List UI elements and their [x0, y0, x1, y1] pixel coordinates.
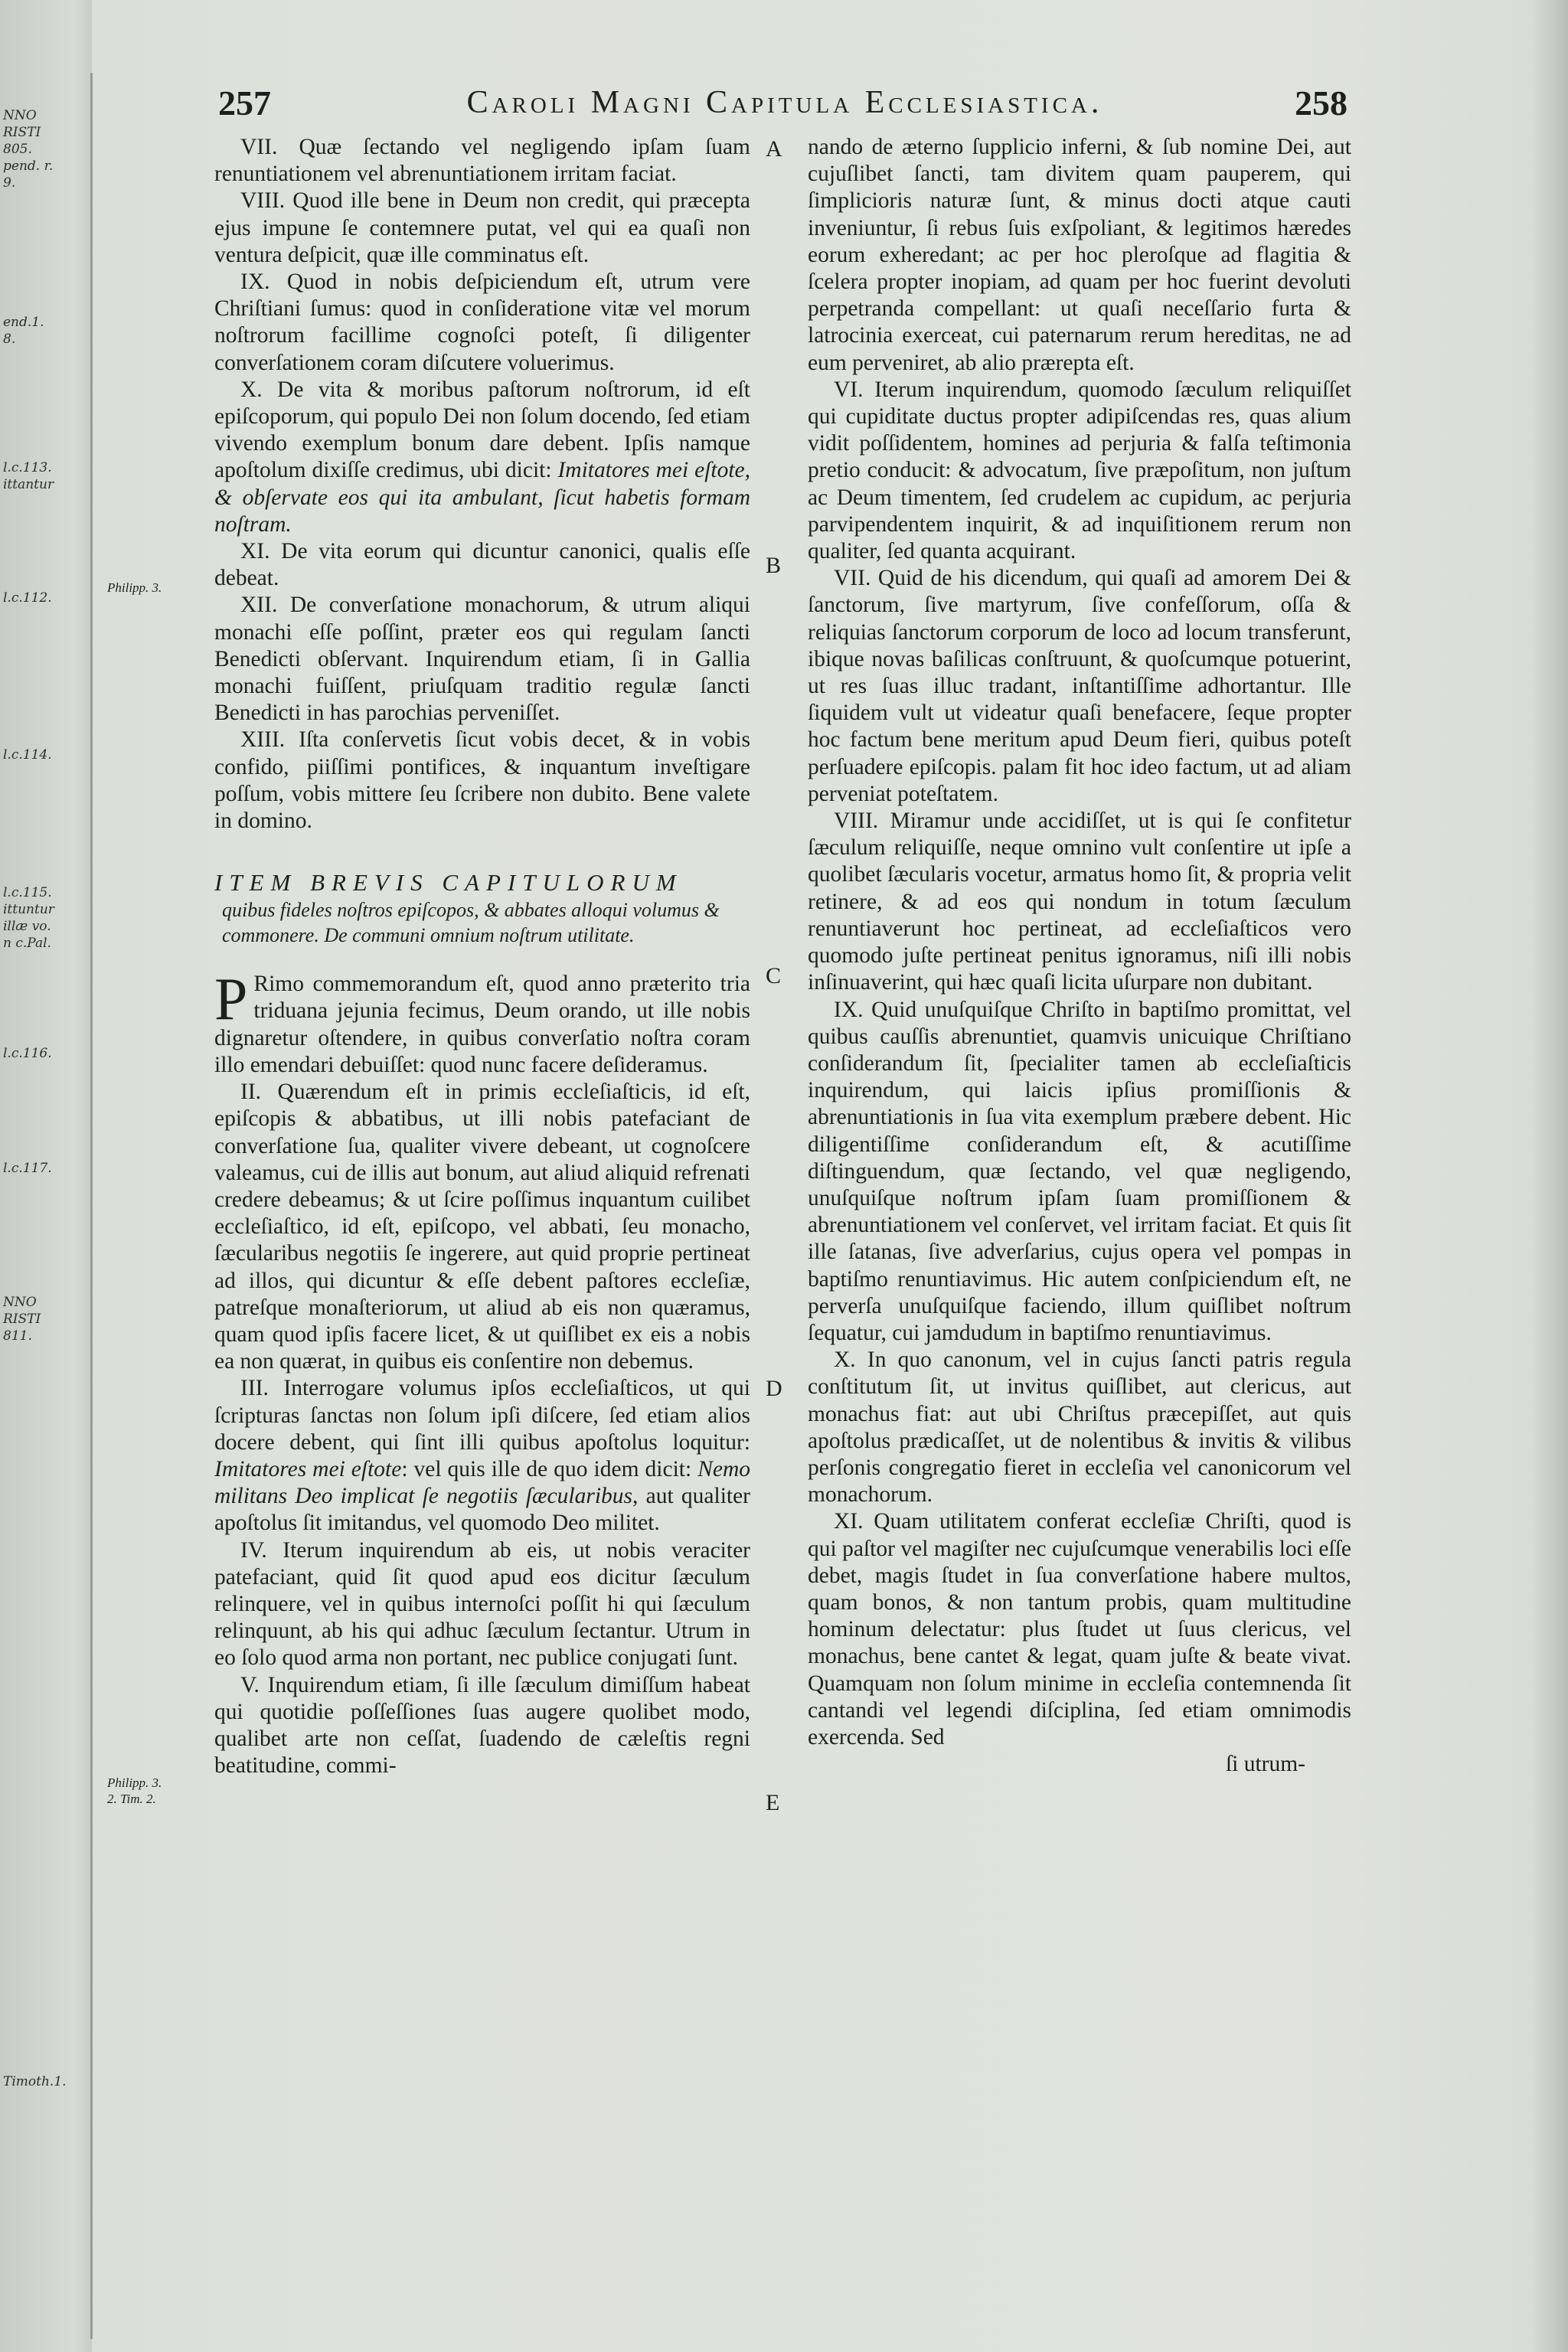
- prev-margin-note: l.c.114.: [3, 747, 52, 763]
- page-number-left: 257: [218, 83, 271, 122]
- margin-reference: Philipp. 3.: [107, 580, 162, 595]
- paragraph-text: : vel quis ille de quo idem dicit:: [401, 1456, 692, 1481]
- left-text-column: [214, 134, 750, 1779]
- paragraph: [214, 965, 750, 1079]
- scripture-quote: Nemo militans Deo implicat ſe negotiis ſæcularibus: [214, 1456, 751, 1509]
- prev-margin-note: l.c.117.: [3, 1161, 52, 1176]
- page-gutter-line: [90, 73, 93, 2339]
- prev-margin-note: l.c.112.: [3, 590, 52, 606]
- paragraph: nando de æterno ſupplicio inferni, & ſub nomine Dei, aut cujuſlibet ſancti, tam divitem quam pauperem, qui ſimplicioris naturæ ſunt, & minus docti atque cauti inveniuntur, ſi rebus ſuis exſpoliant, & legitimos hæredes eorum exheredant; ac per hoc pleroſque ad flagitia & ſcelera propter inopiam, ad quam per hoc fuerint devoluti perpetranda compellant: ut quaſi neceſſario furta & latrocinia exerceat, cui paternarum rerum hereditas, ne ad eum perveniret, ab alio prærepta eſt.: [808, 135, 1351, 375]
- heading-title: ITEM BREVIS CAPITULORUM: [214, 869, 683, 897]
- paragraph: VIII. Quod ille bene in Deum non credit, qui præcepta ejus impune ſe contemnere putat, vel qui ea quaſi non ventura deſpicit, quæ ille comminatus eſt.: [214, 188, 750, 267]
- section-letter-a: A: [766, 136, 782, 162]
- prev-margin-note: end.1. 8.: [3, 315, 44, 347]
- prev-margin-note: l.c.116.: [3, 1046, 52, 1061]
- paragraph: VI. Iterum inquirendum, quomodo ſæculum reliquiſſet qui cupiditate ductus propter adipiſcendas res, quas alium vidit poſſidentem, homines ad perjuria & falſa teſtimonia pretio conducit: & advocatum, ſive præpoſitum, non juſtum ac Deum timentem, ſed crudelem ac cupidum, ac perjuria parvipendentem inquirit, & ad inquiſitionem rerum non qualiter, ſed quanta acquirant.: [808, 377, 1351, 564]
- paragraph: XIII. Iſta conſervetis ſicut vobis decet, & in vobis confido, piiſſimi pontifices, & inquantum inveſtigare poſſum, vobis mittere ſeu ſcribere non dubito. Bene valete in domino.: [214, 727, 750, 834]
- running-header: [218, 77, 1348, 130]
- paragraph: IV. Iterum inquirendum ab eis, ut nobis veraciter patefaciant, quid ſit quod apud eos dicitur ſæculum relinquere, vel in quibus internoſci poſſit hi qui ſæculum relinquunt, ab his qui adhuc ſæculum ſectantur. Utrum in eo ſolo quod arma non portant, nec publice conjugati ſunt.: [214, 1537, 750, 1671]
- prev-margin-note: NNO RISTI 811.: [3, 1295, 41, 1344]
- paragraph: [214, 1375, 750, 1537]
- paragraph: VIII. Miramur unde accidiſſet, ut is qui ſe confitetur ſæculum reliquiſſe, neque omnino vult conſentire ut ipſe a quolibet ſæcularis vocetur, armatus homo ſit, & propria velit retinere, & ad eos qui nondum in totum ſæculum renuntiaverunt hoc pertineat, ad eccleſiaſticos vero quomodo juſte pertineat penitus ignoramus, niſi illi nobis inſinuaverint, qui hæc quaſi licita uſurpare non dubitant.: [808, 808, 1351, 995]
- paragraph: II. Quærendum eſt in primis eccleſiaſticis, id eſt, epiſcopis & abbatibus, ut illi nobis patefaciant de converſatione ſua, qualiter vivere debeant, ut cognoſcere valeamus, cui de illis aut bonum, aut aliud aliquid refrenati credere debeamus; & ut ſcire poſſimus inquantum cuilibet eccleſiaſtico, id eſt, epiſcopo, vel abbati, ſeu monacho, ſæcularibus negotiis ſe ingerere, aut quid proprie pertineat ad illos, qui dicuntur & eſſe debent paſtores eccleſiæ, patreſque monaſteriorum, ut aliud ab eis non quæramus, quam quod ipſis facere licet, & ut quiſlibet ex eis a nobis ea non quærat, in quibus eis conſentire non debemus.: [214, 1080, 750, 1374]
- paragraph: XI. De vita eorum qui dicuntur canonici, qualis eſſe debeat.: [214, 539, 750, 591]
- paragraph: X. In quo canonum, vel in cujus ſancti patris regula conſtitutum ſit, ut invitus quiſlibet, aut clericus, aut monachus fiat: aut ubi Chriſtus præcepiſſet, aut quis apoſtolus prædicaſſet, ut de nolentibus & invitis & vilibus perſonis congregatio fieret in eccleſia vel canonicorum vel monachorum.: [808, 1348, 1351, 1508]
- scripture-quote: Imitatores mei eſtote, & obſervate eos qui ita ambulant, ſicut habetis formam noſtram.: [214, 458, 751, 537]
- section-letter-b: B: [766, 553, 782, 578]
- margin-reference: Philipp. 3. 2. Tim. 2.: [107, 1775, 162, 1806]
- section-letter-d: D: [766, 1376, 782, 1401]
- section-letter-e: E: [766, 1790, 780, 1815]
- paragraph-text: III. Interrogare volumus ipſos eccleſiaſticos, ut qui ſcripturas ſanctas non ſolum ipſi diſcere, ſed etiam alios docere debent, qui ſint illi quibus apoſtolus loquitur:: [214, 1376, 750, 1455]
- paragraph: [214, 377, 750, 538]
- paragraph: VII. Quæ ſectando vel negligendo ipſam ſuam renuntiationem vel abrenuntiationem irritam faciat.: [214, 135, 750, 187]
- right-text-column: [808, 134, 1351, 1778]
- prev-margin-note: NNO RISTI 805. pend. r. 9.: [3, 108, 54, 191]
- paragraph: VII. Quid de his dicendum, qui quaſi ad amorem Dei & ſanctorum, ſive martyrum, ſive confeſſorum, oſſa & reliquias ſanctorum corporum de loco ad locum transferunt, ibique novas baſilicas conſtruunt, & quoſcumque potuerint, ut res ſuas illuc tradant, inſtantiſſime adhortantur. Ille ſiquidem vult ut videatur quaſi benefacere, ſeque propter hoc factum bene meritum apud Deum fieri, quibus poteſt perſuadere epiſcopis. palam fit hoc ideo factum, ut ad aliam perveniat poteſtatem.: [808, 566, 1351, 806]
- paragraph: IX. Quid unuſquiſque Chriſto in baptiſmo promittat, vel quibus cauſſis abrenuntiet, quamvis unicuique Chriſtiano conſiderandum ſit, ſpecialiter tamen ab eccleſiaſticis inquirendum, qui laicis ipſius promiſſionis & abrenuntiationis in ſua vita exemplum præbere debent. Hic diligentiſſime conſiderandum eſt, & acutiſſime diſtinguendum, quæ ſectando, vel quæ negligendo, unuſquiſque noſtrum ipſam ſuam promiſſionem & abrenuntiationem vel conſervet, vel irritam faciat. Et quis ſit ille ſatanas, ſive adverſarius, cujus opera vel pompas in baptiſmo renuntiavimus. Hic autem conſpiciendum eſt, ne perverſa unuſquiſque faciendo, illum quiſlibet noſtrum ſequatur, cui jamdudum in baptiſmo renuntiavimus.: [808, 997, 1351, 1345]
- prev-margin-note: l.c.113. ittantur: [3, 460, 54, 492]
- paragraph-text: Rimo commemorandum eſt, quod anno præterito tria triduana jejunia fecimus, Deum orando, ut ille nobis dignaretur oſtendere, in quibus converſatio noſtra coram illo emendari debuiſſet: quod nunc facere deſideramus.: [214, 972, 750, 1077]
- paragraph: V. Inquirendum etiam, ſi ille ſæculum dimiſſum habeat qui quotidie poſſeſſiones ſuas augere quolibet modo, qualibet arte non ceſſat, ſuadendo de cæleſtis regni beatitudine, commi-: [214, 1672, 750, 1779]
- section-heading: [214, 868, 750, 948]
- running-title: Caroli Magni Capitula Ecclesiastica.: [466, 85, 1103, 120]
- page-number-right: 258: [1295, 83, 1348, 122]
- heading-subtitle: quibus fideles noſtros epiſcopos, & abbates alloqui volumus & commonere. De communi omnium noſtrum utilitate.: [222, 899, 720, 947]
- drop-cap: P: [214, 965, 248, 1033]
- section-letter-c: C: [766, 963, 782, 988]
- prev-margin-note: l.c.115. ittuntur illæ vo. n c.Pal.: [3, 885, 54, 951]
- catchword: ſi utrum-: [1225, 1752, 1305, 1777]
- scripture-quote: Imitatores mei eſtote: [214, 1456, 402, 1481]
- paragraph: XI. Quam utilitatem conferat eccleſiæ Chriſti, quod is qui paſtor vel magiſter nec cujuſcumque venerabilis loci eſſe debet, magis ſtudet in ſua converſatione habere multos, quam bonos, & non tantum probis, quam multitudine hominum delectatur: plus ſtudet ut ſuus clericus, vel monachus, bene cantet & legat, quam juſte & beate vivat. Quamquam non ſolum minime in eccleſia contemnenda ſit cantandi vel legendi diſciplina, ſed etiam omnimodis exercenda. Sed: [808, 1509, 1351, 1749]
- paragraph: IX. Quod in nobis deſpiciendum eſt, utrum vere Chriſtiani ſumus: quod in conſideratione vitæ vel morum noſtrorum facillime cognoſci poteſt, ſi diligenter converſationem coram diſcutere voluerimus.: [214, 270, 750, 375]
- paragraph: XII. De converſatione monachorum, & utrum aliqui monachi eſſe poſſint, præter eos qui regulam ſancti Benedicti obſervant. Inquirendum etiam, ſi in Gallia monachi fuiſſent, priuſquam traditio regulæ ſancti Benedicti in has parochias perveniſſet.: [214, 593, 750, 726]
- prev-margin-note: Timoth.1.: [3, 2074, 67, 2089]
- paragraph-text: , aut qualiter apoſtolus ſit imitandus, vel quomodo Deo militet.: [214, 1484, 751, 1536]
- paragraph-text: X. De vita & moribus paſtorum noſtrorum, id eſt epiſcoporum, qui populo Dei non ſolum docendo, ſed etiam vivendo exemplum bonum dare debent. Ipſis namque apoſtolum dixiſſe credimus, ubi dicit:: [214, 377, 750, 483]
